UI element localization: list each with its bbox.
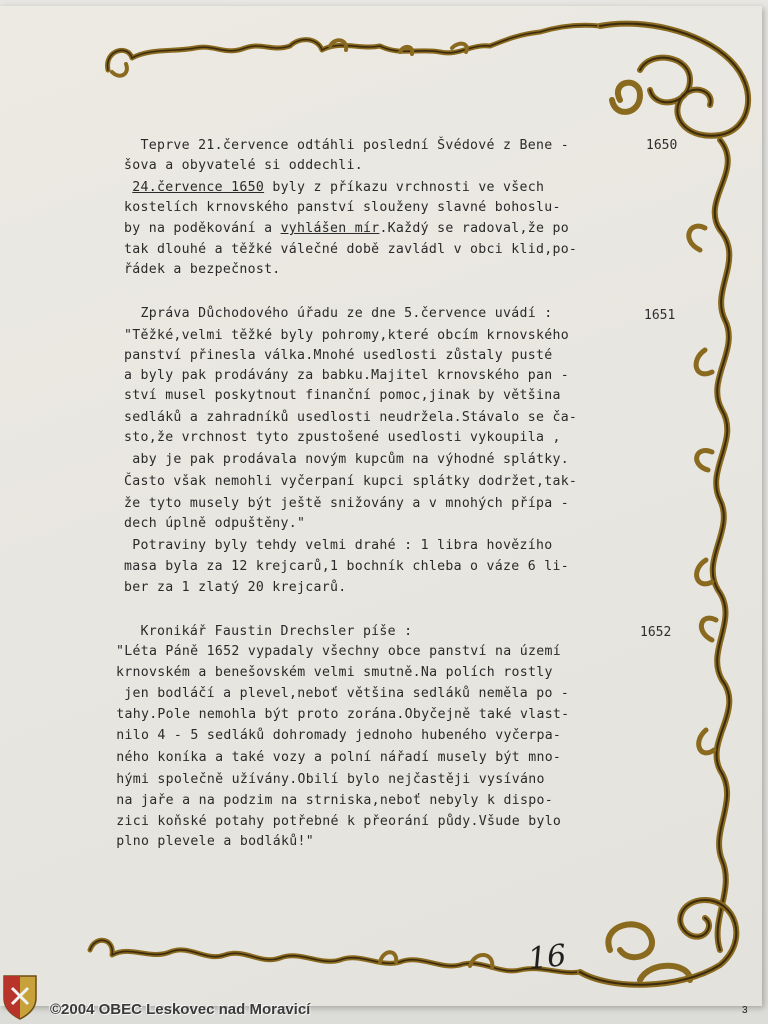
- text-line: a byly pak prodávány za babku.Majitel krnovského pan -: [124, 368, 569, 383]
- text-line: sedláků a zahradníků usedlosti neudržela.Stávalo se ča-: [124, 410, 578, 425]
- text-line: tak dlouhé a těžké válečné době zavládl v obci klid,po-: [124, 242, 578, 257]
- text-line: "Těžké,velmi těžké byly pohromy,které obcím krnovského: [124, 328, 569, 343]
- text-line: nilo 4 - 5 sedláků dohromady jednoho hubeného vyčerpa-: [108, 728, 562, 743]
- text-line: panství přinesla válka.Mnohé usedlosti zůstaly pusté: [124, 348, 553, 363]
- text-line: aby je pak prodávala novým kupcům na výhodné splátky.: [124, 452, 569, 467]
- text-line: šova a obyvatelé si oddechli.: [124, 158, 363, 173]
- text-line: masa byla za 12 krejcarů,1 bochník chleba o váze 6 li-: [124, 559, 569, 574]
- text-line: krnovském a benešovském velmi smutně.Na polích rostly: [116, 665, 553, 680]
- text-line: ber za 1 zlatý 20 krejcarů.: [124, 580, 347, 595]
- text-line: hými společně užívány.Obilí bylo nejčastěji vysíváno: [108, 772, 545, 787]
- text-line: 24.července 1650 byly z příkazu vrchnosti ve všech: [132, 180, 545, 195]
- corner-mark: 3: [742, 1005, 748, 1016]
- year-label: 1651: [644, 308, 676, 323]
- text-line: Teprve 21.července odtáhli poslední Švédové z Bene -: [124, 138, 569, 153]
- text-line: ství musel poskytnout finanční pomoc,jinak by většina: [124, 388, 561, 403]
- year-label: 1652: [640, 625, 672, 640]
- text-line: plno plevele a bodláků!": [108, 834, 314, 849]
- municipality-coat-of-arms-icon: [2, 974, 38, 1020]
- text-line: sto,že vrchnost tyto zpustošené usedlosti vykoupila ,: [124, 430, 561, 445]
- text-line: řádek a bezpečnost.: [124, 262, 281, 277]
- text-line: na jaře a na podzim na strniska,neboť nebyly k dispo-: [108, 793, 553, 808]
- text-line: by na poděkování a vyhlášen mír.Každý se radoval,že po: [124, 221, 569, 236]
- text-line: Zpráva Důchodového úřadu ze dne 5.července uvádí :: [124, 306, 553, 321]
- text-line: Kronikář Faustin Drechsler píše :: [124, 624, 413, 639]
- top-border-ornament: [108, 25, 600, 70]
- underlined-text: vyhlášen mír: [280, 221, 380, 236]
- text-line: kostelích krnovského panství slouženy slavné bohoslu-: [124, 200, 561, 215]
- text-line: tahy.Pole nemohla být proto zorána.Obyčejně také vlast-: [108, 707, 570, 722]
- text-line: zici koňské potahy potřebné k přeorání půdy.Všude bylo: [108, 814, 562, 829]
- text-line: Potraviny byly tehdy velmi drahé : 1 libra hovězího: [124, 538, 553, 553]
- year-label: 1650: [646, 138, 678, 153]
- copyright-watermark: ©2004 OBEC Leskovec nad Moravicí: [50, 1001, 311, 1018]
- corner-curl-ornament: [600, 24, 748, 136]
- text-line: ného koníka a také vozy a polní nářadí musely být mno-: [108, 750, 562, 765]
- text-line: že tyto musely být ještě snižovány a v mnohých přípa -: [124, 496, 569, 511]
- bottom-border-ornament: [90, 940, 580, 972]
- handwritten-page-number: 16: [526, 938, 568, 977]
- text-line: dech úplně odpuštěny.": [124, 516, 306, 531]
- text-line: jen bodláčí a plevel,neboť většina sedláků neměla po -: [116, 686, 570, 701]
- text-line: Často však nemohli vyčerpaní kupci splátky dodržet,tak-: [124, 474, 578, 489]
- underlined-text: 24.července 1650: [132, 180, 265, 195]
- text-line: "Léta Páně 1652 vypadaly všechny obce panství na území: [116, 644, 561, 659]
